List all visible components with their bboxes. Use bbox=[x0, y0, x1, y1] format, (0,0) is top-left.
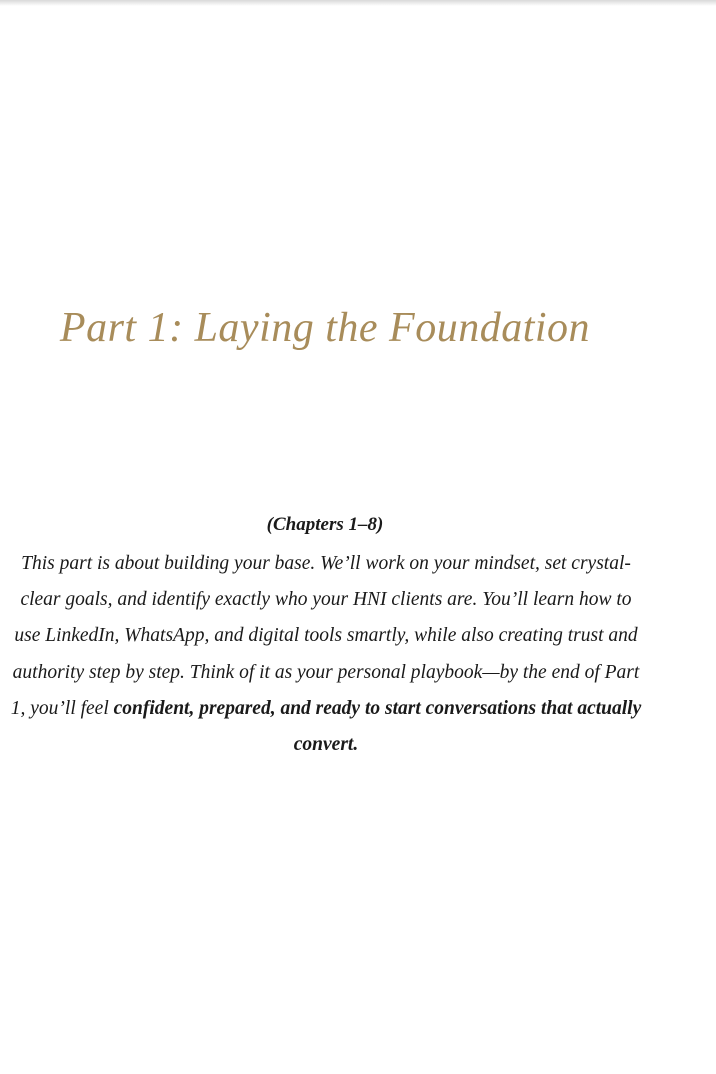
chapters-range: (Chapters 1–8) bbox=[266, 514, 384, 535]
page-top-edge bbox=[0, 0, 716, 6]
part-title: Part 1: Laying the Foundation bbox=[59, 305, 591, 351]
description-emphasis: confident, prepared, and ready to start conversations that actually convert. bbox=[113, 697, 642, 756]
description-text: This part is about building your base. We’ll work on your mindset, set crystal-clear goals, and identify exactly who your HNI clients are. You’ll learn how to use LinkedIn, WhatsApp, and digital tools smartly, while also creating trust and authority step by step. Think of it as your personal playbook—by the end of Part 1, you’ll feel bbox=[10, 553, 640, 719]
part-description bbox=[8, 546, 644, 763]
